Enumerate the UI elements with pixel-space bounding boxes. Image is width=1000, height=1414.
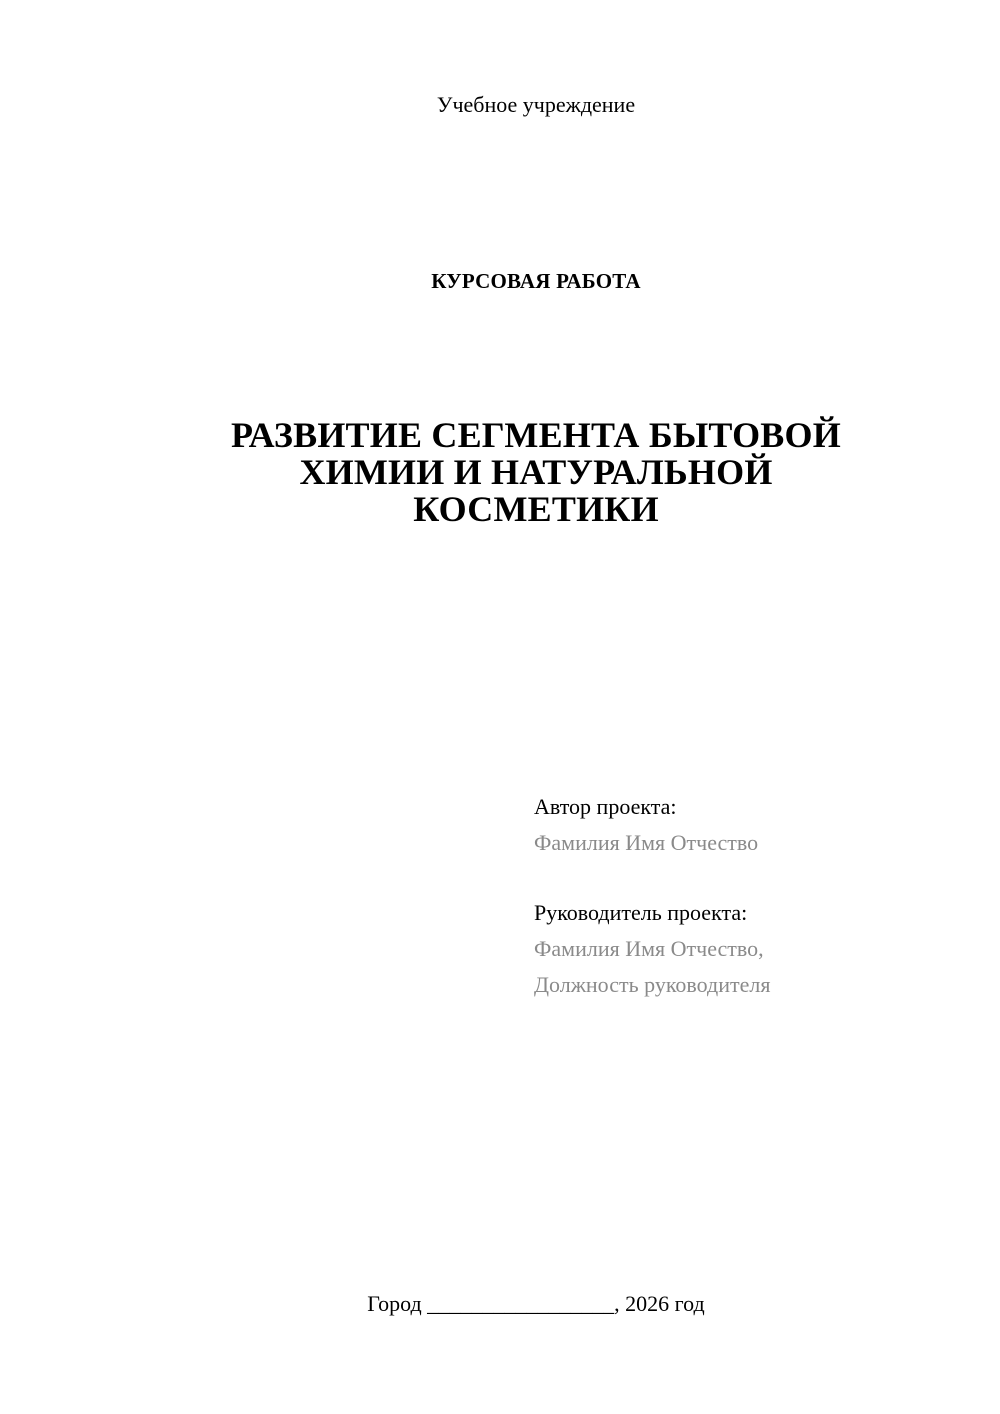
work-title [180, 417, 892, 528]
city-blank: _________________ [427, 1291, 615, 1316]
supervisor-label: Руководитель проекта: [534, 900, 748, 925]
work-title-line-2: ХИМИИ И НАТУРАЛЬНОЙ [299, 452, 773, 492]
supervisor-position: Должность руководителя [534, 972, 771, 997]
work-title-line-1: РАЗВИТИЕ СЕГМЕНТА БЫТОВОЙ [231, 415, 841, 455]
work-title-line-3: КОСМЕТИКИ [413, 489, 659, 529]
people-spacer [534, 861, 974, 895]
document-type: КУРСОВАЯ РАБОТА [431, 269, 641, 293]
project-people [534, 789, 974, 1003]
city-year-line [0, 1290, 1000, 1318]
city-label: Город [367, 1291, 422, 1316]
supervisor-name: Фамилия Имя Отчество, [534, 936, 764, 961]
author-label: Автор проекта: [534, 794, 677, 819]
institution-name: Учебное учреждение [436, 92, 636, 117]
year-text: , 2026 год [614, 1291, 705, 1316]
author-name: Фамилия Имя Отчество [534, 830, 759, 855]
